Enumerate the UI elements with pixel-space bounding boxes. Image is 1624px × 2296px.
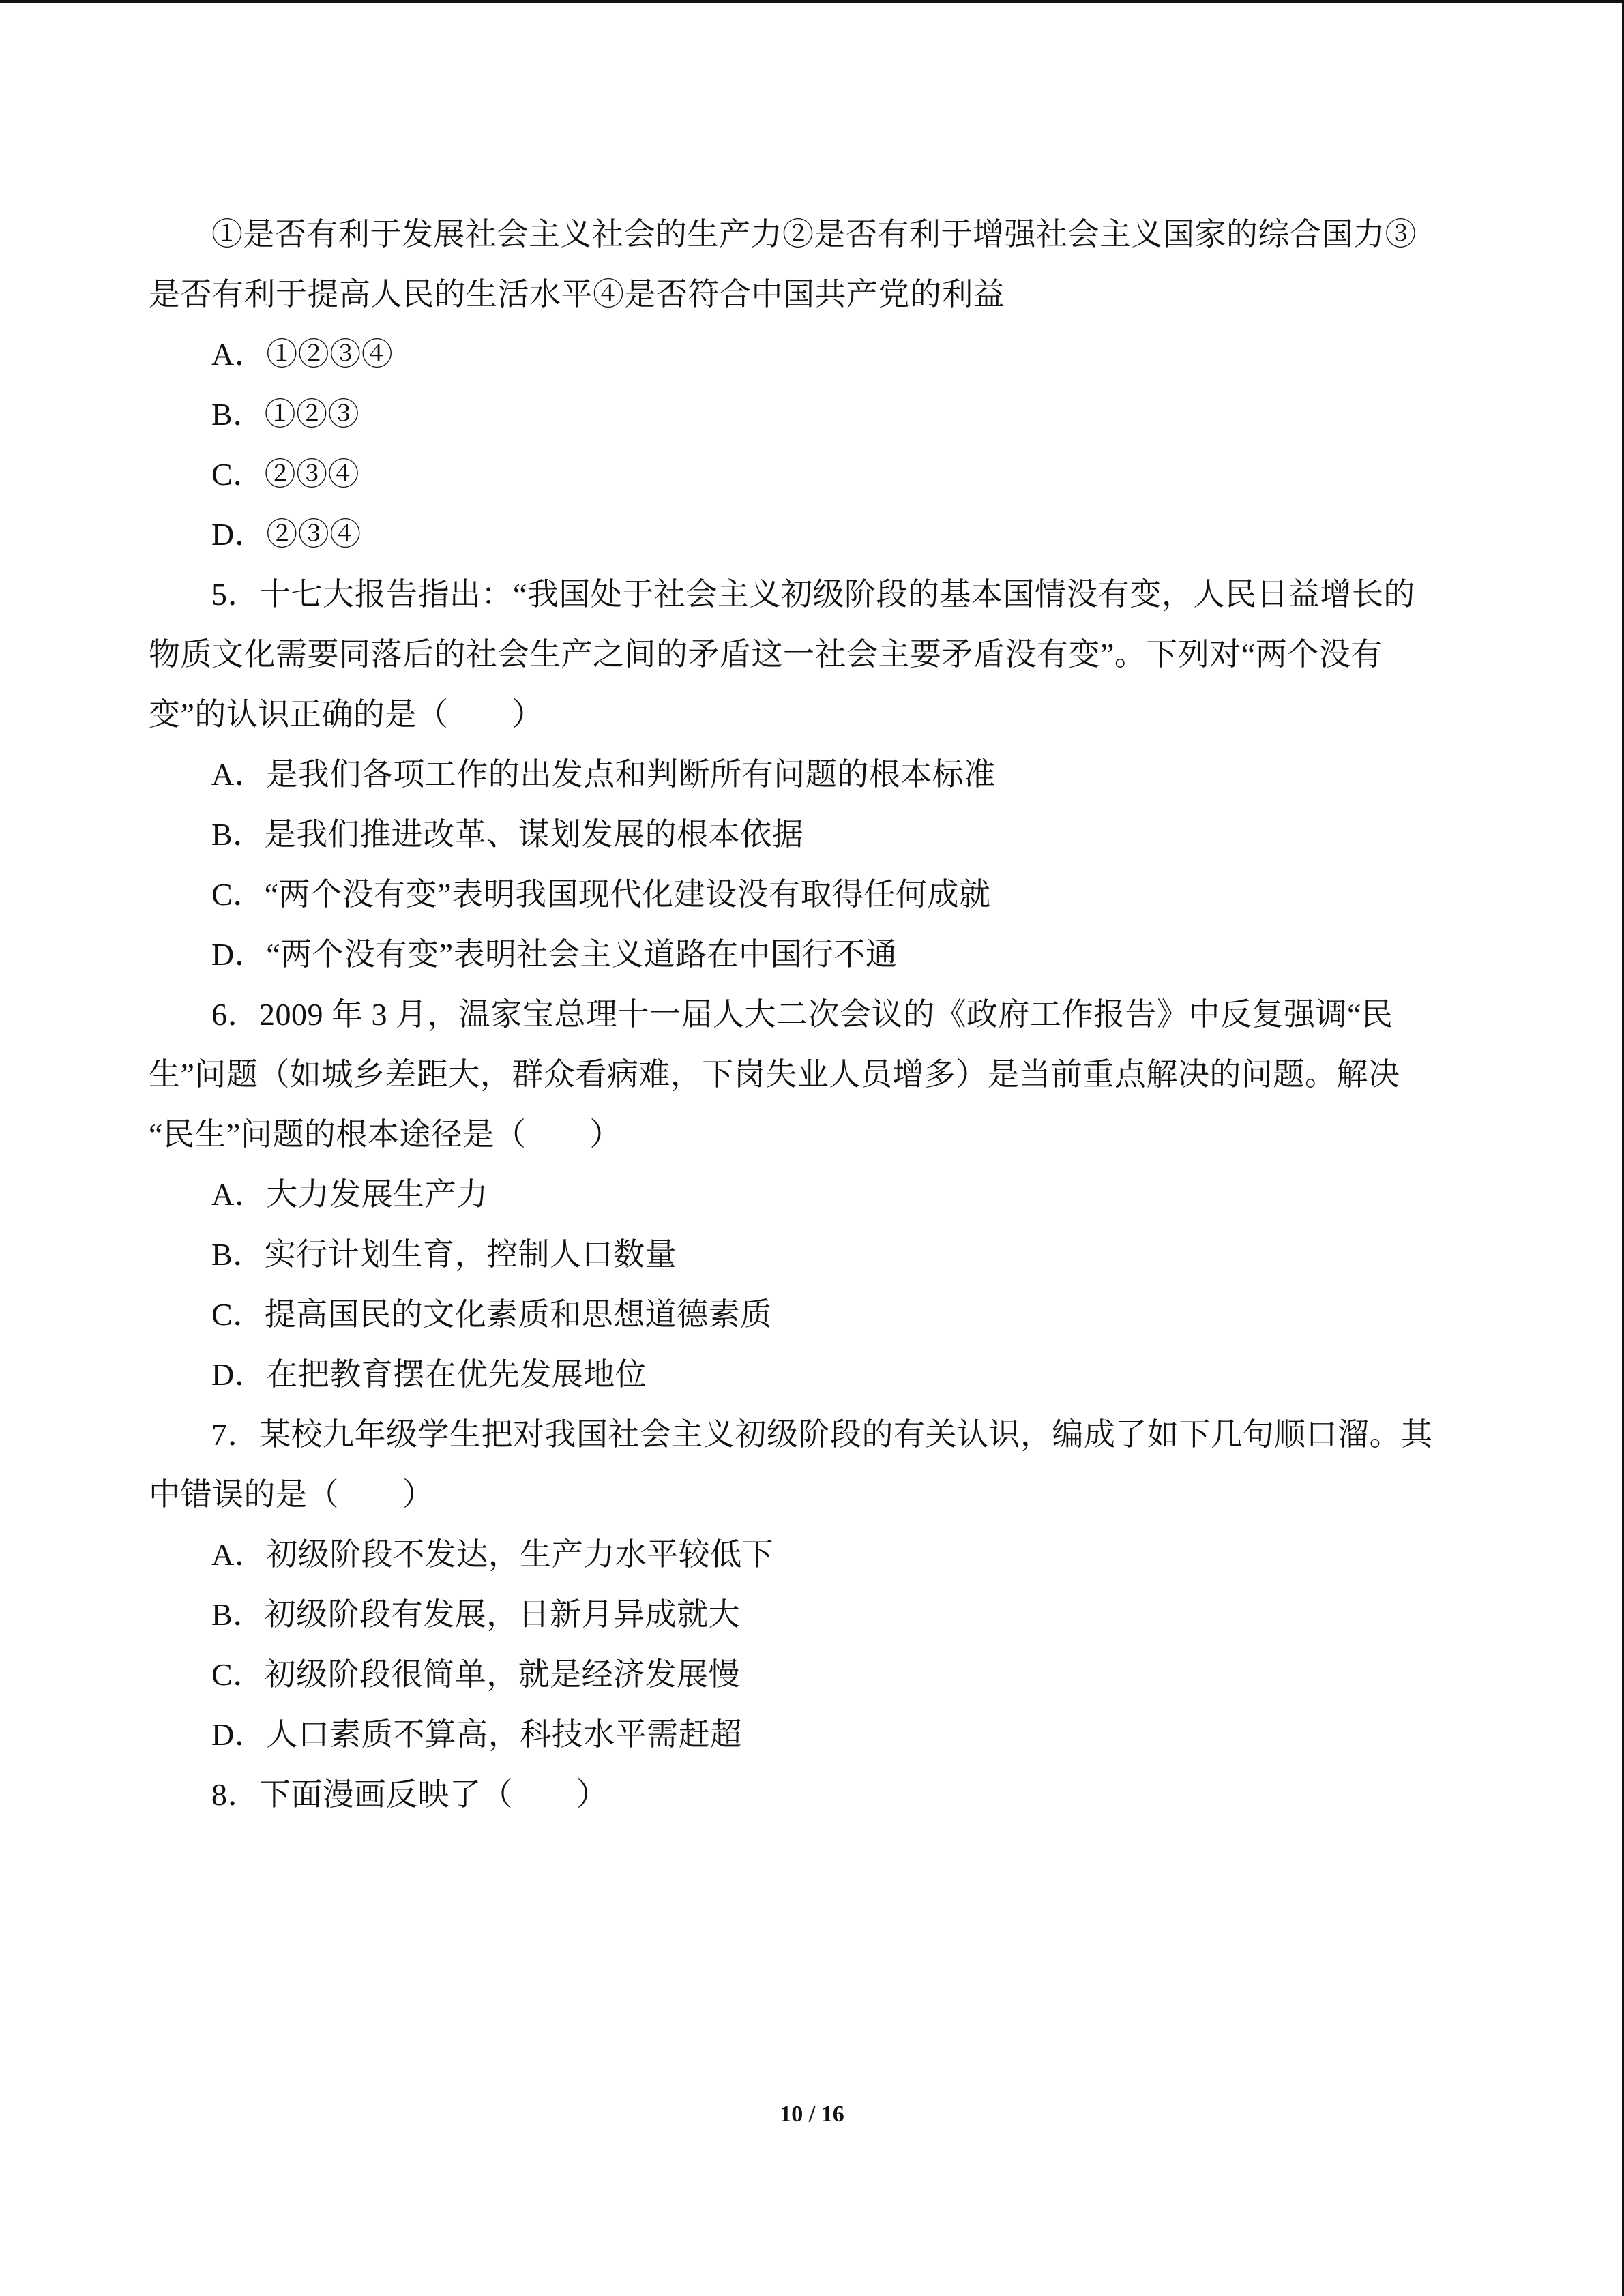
question-text-line: 变”的认识正确的是（ ）: [149, 697, 544, 732]
option-b: B．①②③: [211, 397, 360, 432]
option-c: C．②③④: [211, 457, 360, 492]
question-6: [149, 985, 1479, 1405]
question-text-line: 7．某校九年级学生把对我国社会主义初级阶段的有关认识，编成了如下几句顺口溜。其: [211, 1417, 1433, 1452]
question-text-line: 物质文化需要同落后的社会生产之间的矛盾这一社会主要矛盾没有变”。下列对“两个没有: [149, 637, 1383, 672]
question-text-line: “民生”问题的根本途径是（ ）: [149, 1117, 621, 1152]
question-text-line: 6．2009 年 3 月，温家宝总理十一届人大二次会议的《政府工作报告》中反复强调“民: [211, 997, 1393, 1032]
document-body: [149, 205, 1479, 1825]
question-text-line: 中错误的是（ ）: [149, 1477, 434, 1512]
option-a: A．是我们各项工作的出发点和判断所有问题的根本标准: [211, 757, 996, 792]
question-7: [149, 1405, 1479, 1765]
question-4-continuation: [149, 205, 1479, 565]
top-border-rule: [0, 0, 1624, 3]
option-b: B．实行计划生育，控制人口数量: [211, 1237, 677, 1272]
question-text-line: 5．十七大报告指出：“我国处于社会主义初级阶段的基本国情没有变，人民日益增长的: [211, 577, 1415, 612]
question-text-line: ①是否有利于发展社会主义社会的生产力②是否有利于增强社会主义国家的综合国力③: [211, 217, 1417, 252]
question-text-line: 是否有利于提高人民的生活水平④是否符合中国共产党的利益: [149, 277, 1005, 312]
question-8: [149, 1765, 1479, 1825]
option-c: C．初级阶段很简单，就是经济发展慢: [211, 1657, 741, 1692]
option-d: D．“两个没有变”表明社会主义道路在中国行不通: [211, 937, 898, 972]
option-d: D．②③④: [211, 517, 361, 552]
option-c: C．“两个没有变”表明我国现代化建设没有取得任何成就: [211, 877, 991, 912]
option-d: D．在把教育摆在优先发展地位: [211, 1357, 647, 1392]
option-b: B．是我们推进改革、谋划发展的根本依据: [211, 817, 804, 852]
option-b: B．初级阶段有发展，日新月异成就大: [211, 1597, 741, 1632]
page-number: 10 / 16: [780, 2102, 844, 2127]
option-c: C．提高国民的文化素质和思想道德素质: [211, 1297, 772, 1332]
question-text-line: 8．下面漫画反映了（ ）: [211, 1777, 608, 1812]
question-text-line: 生”问题（如城乡差距大，群众看病难，下岗失业人员增多）是当前重点解决的问题。解决: [149, 1057, 1400, 1092]
option-a: A．①②③④: [211, 337, 394, 372]
option-d: D．人口素质不算高，科技水平需赶超: [211, 1717, 742, 1752]
option-a: A．初级阶段不发达，生产力水平较低下: [211, 1537, 774, 1572]
option-a: A．大力发展生产力: [211, 1177, 488, 1212]
question-5: [149, 565, 1479, 985]
